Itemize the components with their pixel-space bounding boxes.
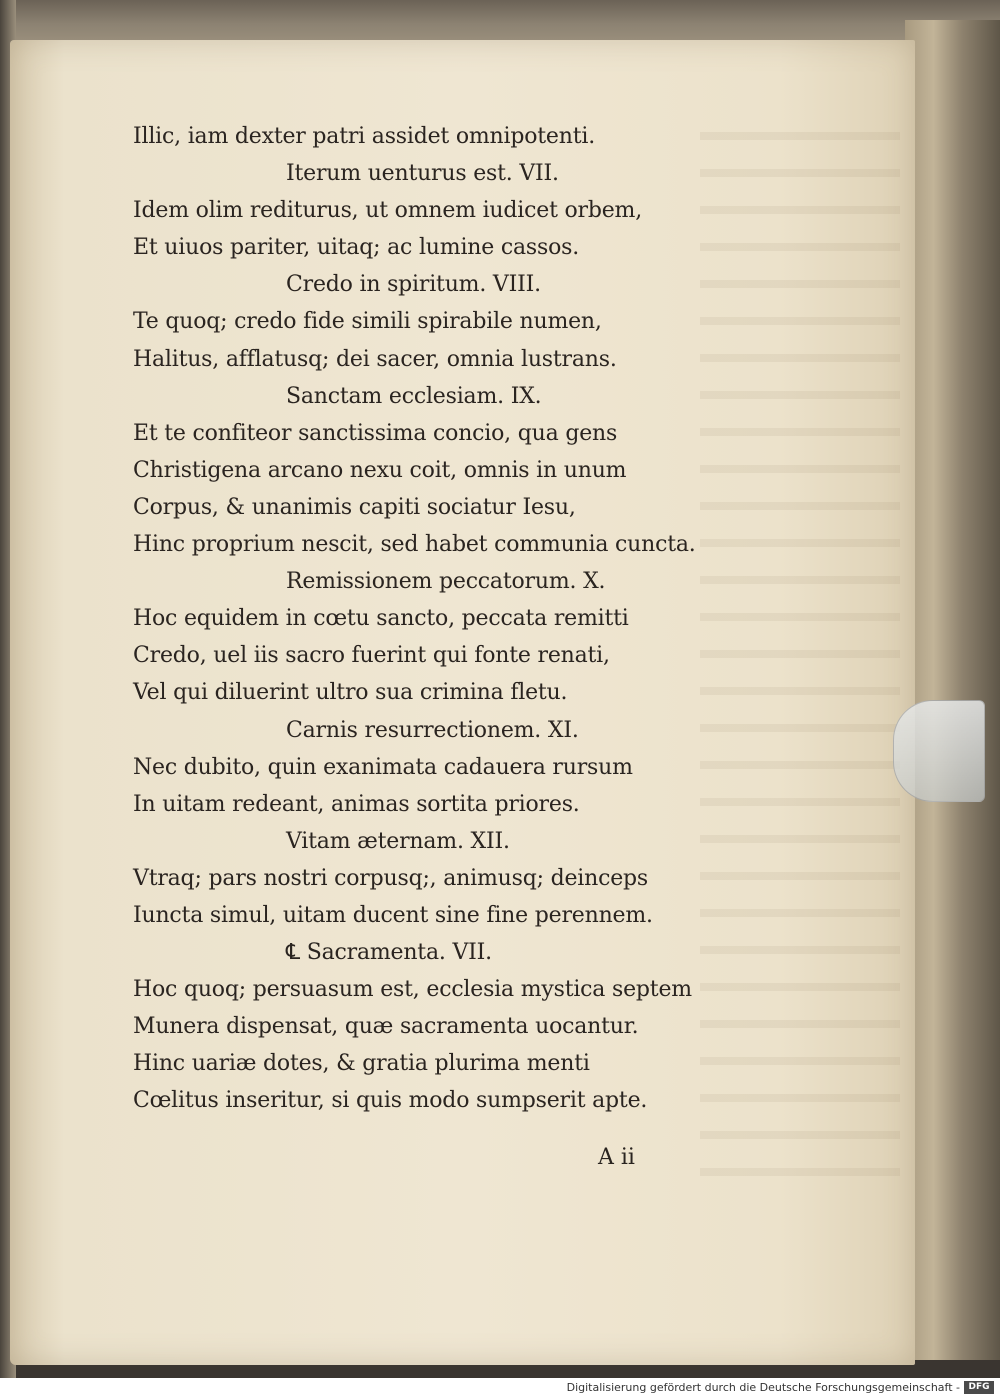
verse-line: Iuncta simul, uitam ducent sine fine perennem.	[133, 902, 653, 928]
verse-line: Hinc proprium nescit, sed habet communia cuncta.	[133, 532, 696, 558]
verse-line: Nec dubito, quin exanimata cadauera rursum	[133, 754, 633, 780]
verse-line: Te quoq; credo fide simili spirabile numen,	[133, 309, 602, 335]
verse-line: Hoc quoq; persuasum est, ecclesia mystica septem	[133, 977, 692, 1003]
section-heading: Vitam æternam. XII.	[286, 828, 510, 854]
page-clip	[893, 700, 985, 802]
footer-bar	[0, 1378, 1000, 1398]
verse-line: Halitus, afflatusq; dei sacer, omnia lustrans.	[133, 346, 617, 372]
section-heading: Carnis resurrectionem. XI.	[286, 717, 579, 743]
verse-line: Vel qui diluerint ultro sua crimina fletu.	[133, 680, 568, 706]
verse-line: Hinc uariæ dotes, & gratia plurima menti	[133, 1051, 590, 1077]
verse-line: Cœlitus inseritur, si quis modo sumpserit apte.	[133, 1088, 648, 1114]
verse-line: Vtraq; pars nostri corpusq;, animusq; deinceps	[133, 865, 648, 891]
funding-notice: Digitalisierung gefördert durch die Deutsche Forschungsgemeinschaft -	[566, 1381, 960, 1394]
verse-line: Et uiuos pariter, uitaq; ac lumine cassos.	[133, 235, 580, 261]
section-heading: Sanctam ecclesiam. IX.	[286, 383, 542, 409]
poem-text-block	[133, 118, 696, 1120]
section-heading: Remissionem peccatorum. X.	[286, 569, 606, 595]
show-through-text	[700, 110, 900, 1190]
verse-line: In uitam redeant, animas sortita priores.	[133, 791, 580, 817]
dfg-logo: DFG	[964, 1381, 994, 1394]
verse-line: Et te confiteor sanctissima concio, qua gens	[133, 420, 618, 446]
book-cover-right	[905, 20, 1000, 1360]
verse-line: Christigena arcano nexu coit, omnis in unum	[133, 457, 627, 483]
verse-line: Illic, iam dexter patri assidet omnipotenti.	[133, 124, 595, 149]
section-heading: Iterum uenturus est. VII.	[286, 161, 559, 187]
section-heading: ℄ Sacramenta. VII.	[286, 940, 492, 966]
verse-line: Corpus, & unanimis capiti sociatur Iesu,	[133, 494, 576, 520]
verse-line: Hoc equidem in cœtu sancto, peccata remitti	[133, 606, 629, 632]
section-heading: Credo in spiritum. VIII.	[286, 272, 541, 298]
signature-mark: A ii	[598, 1145, 635, 1170]
verse-line: Credo, uel iis sacro fuerint qui fonte renati,	[133, 643, 610, 669]
verse-line: Idem olim rediturus, ut omnem iudicet orbem,	[133, 198, 643, 224]
verse-line: Munera dispensat, quæ sacramenta uocantur.	[133, 1014, 639, 1040]
